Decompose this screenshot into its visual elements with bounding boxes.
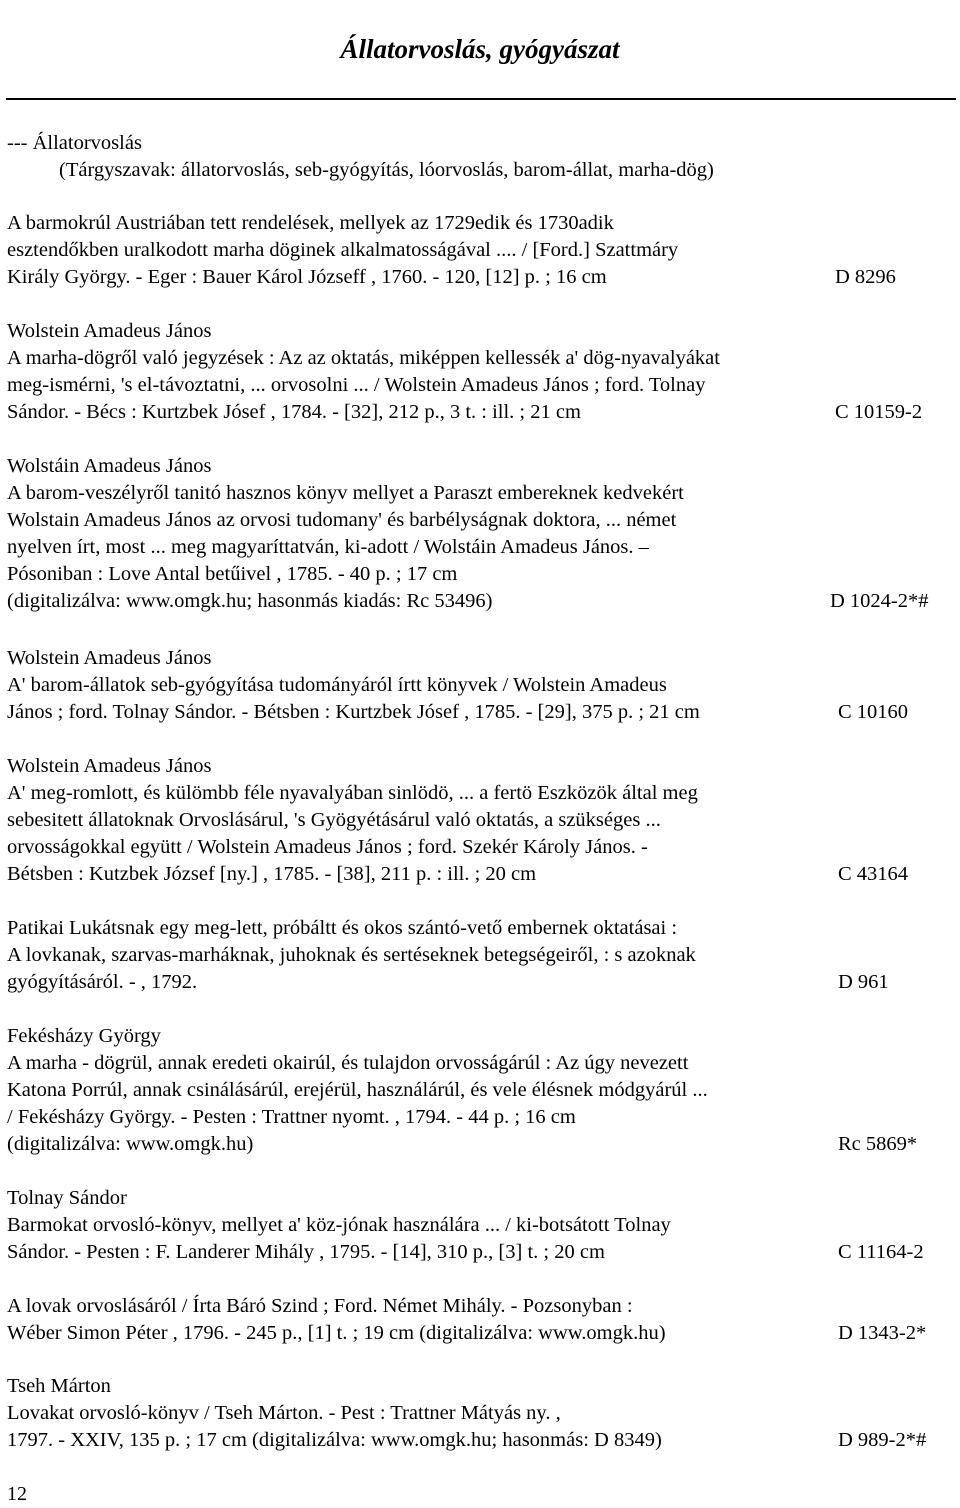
entry-line	[7, 534, 955, 561]
section-header	[7, 130, 714, 184]
catalog-entry	[7, 318, 955, 426]
shelfmark: D 1343-2*	[838, 1322, 927, 1344]
entry-text: Bétsben : Kutzbek József [ny.] , 1785. - [38], 211 p. : ill. ; 20 cm	[7, 863, 537, 885]
entry-line	[7, 807, 955, 834]
page-title: Állatorvoslás, gyógyászat	[340, 34, 620, 64]
entry-line	[7, 1373, 955, 1400]
entry-line	[7, 1293, 955, 1320]
entry-text: A lovkanak, szarvas-marháknak, juhoknak és sertéseknek betegségeiről, : s azoknak	[7, 944, 696, 966]
catalog-entry	[7, 915, 955, 996]
entry-line	[7, 753, 955, 780]
entry-text: Wolstein Amadeus János	[7, 320, 212, 342]
entry-text: (digitalizálva: www.omgk.hu; hasonmás kiadás: Rc 53496)	[7, 590, 493, 612]
entry-text: Wéber Simon Péter , 1796. - 245 p., [1] t. ; 19 cm (digitalizálva: www.omgk.hu)	[7, 1322, 666, 1344]
entry-line	[7, 480, 955, 507]
entry-line	[7, 1427, 955, 1454]
catalog-entry	[7, 1293, 955, 1347]
entry-text: gyógyításáról. - , 1792.	[7, 971, 198, 993]
entry-line	[7, 834, 955, 861]
entry-line	[7, 699, 955, 726]
entry-text: A' meg-romlott, és külömbb féle nyavalyában sinlödö, ... a fertö Eszközök által meg	[7, 782, 698, 804]
entry-text: / Fekésházy György. - Pesten : Trattner nyomt. , 1794. - 44 p. ; 16 cm	[7, 1106, 576, 1128]
entry-line	[7, 942, 955, 969]
entry-text: (digitalizálva: www.omgk.hu)	[7, 1133, 254, 1155]
entry-text: A lovak orvoslásáról / Írta Báró Szind ; Ford. Német Mihály. - Pozsonyban :	[7, 1295, 633, 1317]
entry-text: sebesitett állatoknak Orvoslásárul, 's Gyögyétásárul való oktatás, a szükséges ...	[7, 809, 661, 831]
entry-text: A barmokrúl Austriában tett rendelések, mellyek az 1729edik és 1730adik	[7, 212, 614, 234]
entry-line	[7, 561, 955, 588]
entry-line	[7, 780, 955, 807]
entry-text: Lovakat orvosló-könyv / Tseh Márton. - Pest : Trattner Mátyás ny. ,	[7, 1402, 561, 1424]
entry-line	[7, 1185, 955, 1212]
entry-text: Wolstein Amadeus János	[7, 755, 212, 777]
shelfmark: C 10159-2	[835, 401, 923, 423]
shelfmark: D 1024-2*#	[830, 590, 929, 612]
shelfmark: C 11164-2	[838, 1241, 924, 1263]
entry-line	[7, 588, 955, 615]
entry-text: A barom-veszélyről tanitó hasznos könyv mellyet a Paraszt embereknek kedvekért	[7, 482, 684, 504]
catalog-entry	[7, 645, 955, 726]
entry-line	[7, 264, 955, 291]
entry-line	[7, 861, 955, 888]
entry-line	[7, 1077, 955, 1104]
shelfmark: D 8296	[835, 266, 896, 288]
entry-text: Sándor. - Bécs : Kurtzbek Jósef , 1784. - [32], 212 p., 3 t. : ill. ; 21 cm	[7, 401, 581, 423]
shelfmark: C 10160	[838, 701, 909, 723]
title-rule	[6, 98, 956, 100]
entry-line	[7, 1400, 955, 1427]
entry-line	[7, 969, 955, 996]
page-number: 12	[7, 1483, 27, 1505]
section-subjects: (Tárgyszavak: állatorvoslás, seb-gyógyítás, lóorvoslás, barom-állat, marha-dög)	[59, 159, 714, 181]
entry-line	[7, 1131, 955, 1158]
entry-line	[7, 345, 955, 372]
entry-text: János ; ford. Tolnay Sándor. - Bétsben : Kurtzbek Jósef , 1785. - [29], 375 p. ; 21 cm	[7, 701, 700, 723]
catalog-entry	[7, 453, 955, 615]
entry-text: Sándor. - Pesten : F. Landerer Mihály , 1795. - [14], 310 p., [3] t. ; 20 cm	[7, 1241, 605, 1263]
catalog-entry	[7, 1373, 955, 1454]
entry-text: A marha - dögrül, annak eredeti okairúl, és tulajdon orvosságárúl : Az úgy nevezett	[7, 1052, 689, 1074]
entry-text: 1797. - XXIV, 135 p. ; 17 cm (digitalizálva: www.omgk.hu; hasonmás: D 8349)	[7, 1429, 662, 1451]
entry-line	[7, 1023, 955, 1050]
entry-text: nyelven írt, most ... meg magyaríttatván, ki-adott / Wolstáin Amadeus János. –	[7, 536, 649, 558]
shelfmark: C 43164	[838, 863, 909, 885]
entry-line	[7, 507, 955, 534]
entry-text: meg-ismérni, 's el-távoztatni, ... orvosolni ... / Wolstein Amadeus János ; ford. Tolnay	[7, 374, 706, 396]
entry-text: Tseh Márton	[7, 1375, 111, 1397]
entry-line	[7, 645, 955, 672]
entry-line	[7, 1239, 955, 1266]
entry-line	[7, 318, 955, 345]
catalog-entry	[7, 1185, 955, 1266]
shelfmark: D 989-2*#	[838, 1429, 927, 1451]
entry-line	[7, 1104, 955, 1131]
catalog-entry	[7, 210, 955, 291]
entry-text: A' barom-állatok seb-gyógyítása tudományáról írtt könyvek / Wolstein Amadeus	[7, 674, 667, 696]
entry-line	[7, 672, 955, 699]
entry-text: A marha-dögről való jegyzések : Az az oktatás, miképpen kellessék a' dög-nyavalyákat	[7, 347, 720, 369]
entry-line	[7, 372, 955, 399]
catalog-entry	[7, 1023, 955, 1158]
entry-line	[7, 399, 955, 426]
entry-text: Patikai Lukátsnak egy meg-lett, próbáltt és okos szántó-vető embernek oktatásai :	[7, 917, 678, 939]
shelfmark: Rc 5869*	[838, 1133, 918, 1155]
entry-text: Barmokat orvosló-könyv, mellyet a' köz-jónak használára ... / ki-botsátott Tolnay	[7, 1214, 671, 1236]
entry-line	[7, 453, 955, 480]
entry-text: Fekésházy György	[7, 1025, 161, 1047]
entry-text: Wolstáin Amadeus János	[7, 455, 212, 477]
entry-text: Katona Porrúl, annak csinálásárúl, erejérül, használárúl, és vele élésnek módgyárúl ...	[7, 1079, 708, 1101]
entry-text: orvosságokkal együtt / Wolstein Amadeus János ; ford. Szekér Károly János. -	[7, 836, 648, 858]
section-heading: --- Állatorvoslás	[7, 132, 142, 154]
entry-line	[7, 1050, 955, 1077]
shelfmark: D 961	[838, 971, 889, 993]
entry-text: Wolstain Amadeus János az orvosi tudomany' és barbélyságnak doktora, ... német	[7, 509, 677, 531]
entry-text: Pósoniban : Love Antal betűivel , 1785. - 40 p. ; 17 cm	[7, 563, 458, 585]
entry-line	[7, 210, 955, 237]
entry-text: Wolstein Amadeus János	[7, 647, 212, 669]
entry-text: esztendőkben uralkodott marha döginek alkalmatosságával .... / [Ford.] Szattmáry	[7, 239, 679, 261]
entry-line	[7, 1212, 955, 1239]
entry-line	[7, 1320, 955, 1347]
catalog-entry	[7, 753, 955, 888]
entry-line	[7, 237, 955, 264]
entry-text: Tolnay Sándor	[7, 1187, 127, 1209]
entry-line	[7, 915, 955, 942]
entry-text: Király György. - Eger : Bauer Károl Józseff , 1760. - 120, [12] p. ; 16 cm	[7, 266, 607, 288]
